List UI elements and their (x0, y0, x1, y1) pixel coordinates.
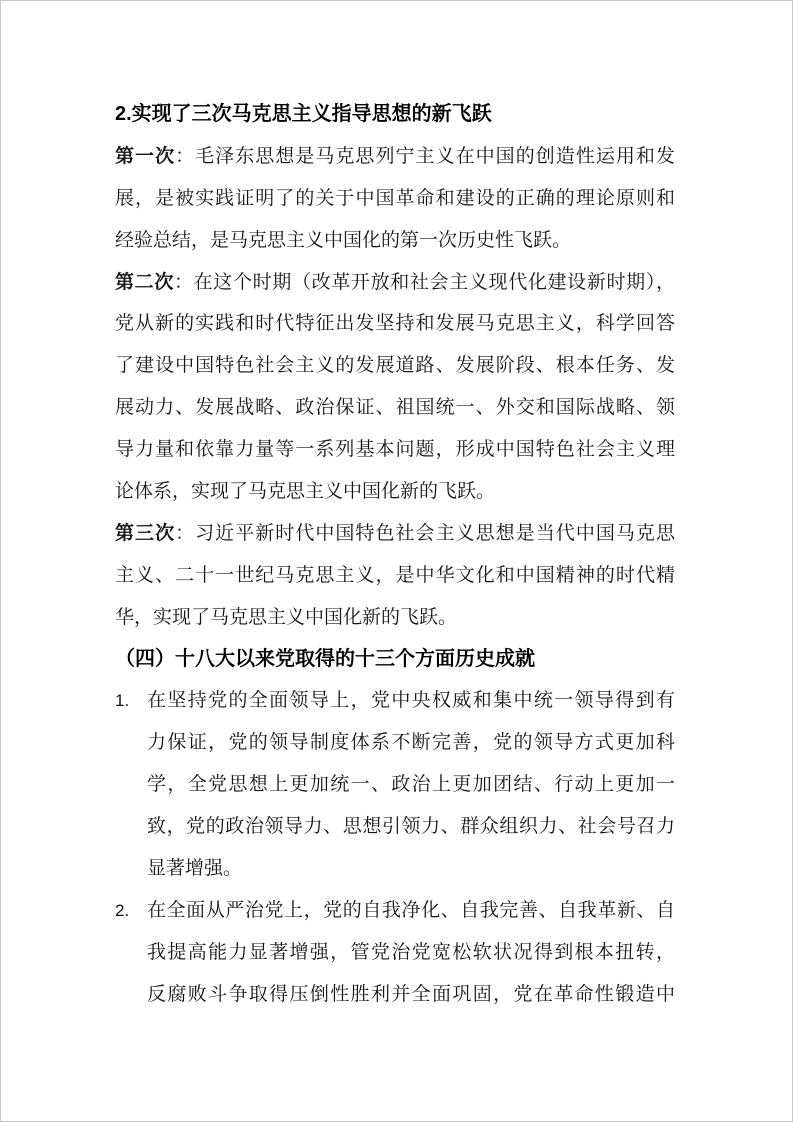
para-third-line: 华，实现了马克思主义中国化新的飞跃。 (115, 606, 458, 628)
para-second-line: 党从新的实践和时代特征出发坚持和发展马克思主义，科学回答 (115, 313, 675, 335)
list-item-2-line (115, 890, 675, 932)
para-second-line: 展动力、发展战略、政治保证、祖国统一、外交和国际战略、领 (115, 397, 675, 419)
para-first-lead: 第一次 (115, 145, 176, 167)
para-second-line (115, 262, 675, 304)
para-third-line: 主义、二十一世纪马克思主义，是中华文化和中国精神的时代精 (115, 564, 675, 586)
para-second-line: 了建设中国特色社会主义的发展道路、发展阶段、根本任务、发 (115, 355, 675, 377)
list-item-1-line (115, 680, 675, 722)
line-text: ：在这个时期（改革开放和社会主义现代化建设新时期）， (173, 271, 675, 293)
line-text: 在全面从严治党上，党的自我净化、自我完善、自我革新、自 (147, 899, 675, 921)
para-second-lead: 第二次 (115, 271, 174, 293)
line-text: ：习近平新时代中国特色社会主义思想是当代中国马克思 (175, 522, 675, 544)
para-first-line: 经验总结，是马克思主义中国化的第一次历史性飞跃。 (115, 229, 572, 251)
list-item-1-line: 学，全党思想上更加统一、政治上更加团结、行动上更加一 (147, 774, 675, 796)
para-first-line (115, 136, 675, 178)
para-second-line: 导力量和依靠力量等一系列基本问题，形成中国特色社会主义理 (115, 439, 675, 461)
para-first-line: 展，是被实践证明了的关于中国革命和建设的正确的理论原则和 (115, 187, 675, 209)
list-item-2-line: 反腐败斗争取得压倒性胜利并全面巩固，党在革命性锻造中 (147, 983, 675, 1005)
line-text: 在坚持党的全面领导上，党中央权威和集中统一领导得到有 (147, 690, 675, 712)
list-item-1-line: 致，党的政治领导力、思想引领力、群众组织力、社会号召力 (147, 816, 675, 838)
line-text: ：毛泽东思想是马克思列宁主义在中国的创造性运用和发 (175, 145, 675, 167)
list-item-2-line: 我提高能力显著增强，管党治党宽松软状况得到根本扭转， (147, 941, 675, 963)
heading-marxism-leaps: 2.实现了三次马克思主义指导思想的新飞跃 (115, 103, 492, 125)
para-second-line: 论体系，实现了马克思主义中国化新的飞跃。 (115, 481, 496, 503)
para-third-lead: 第三次 (115, 522, 176, 544)
list-item-1-line: 力保证，党的领导制度体系不断完善，党的领导方式更加科 (147, 732, 675, 754)
list-item-2-marker: 2. (115, 900, 130, 920)
list-item-1-line: 显著增强。 (147, 858, 243, 880)
list-item-1-marker: 1. (115, 691, 130, 711)
heading-thirteen-achievements: （四）十八大以来党取得的十三个方面历史成就 (115, 647, 535, 670)
para-third-line (115, 513, 675, 555)
